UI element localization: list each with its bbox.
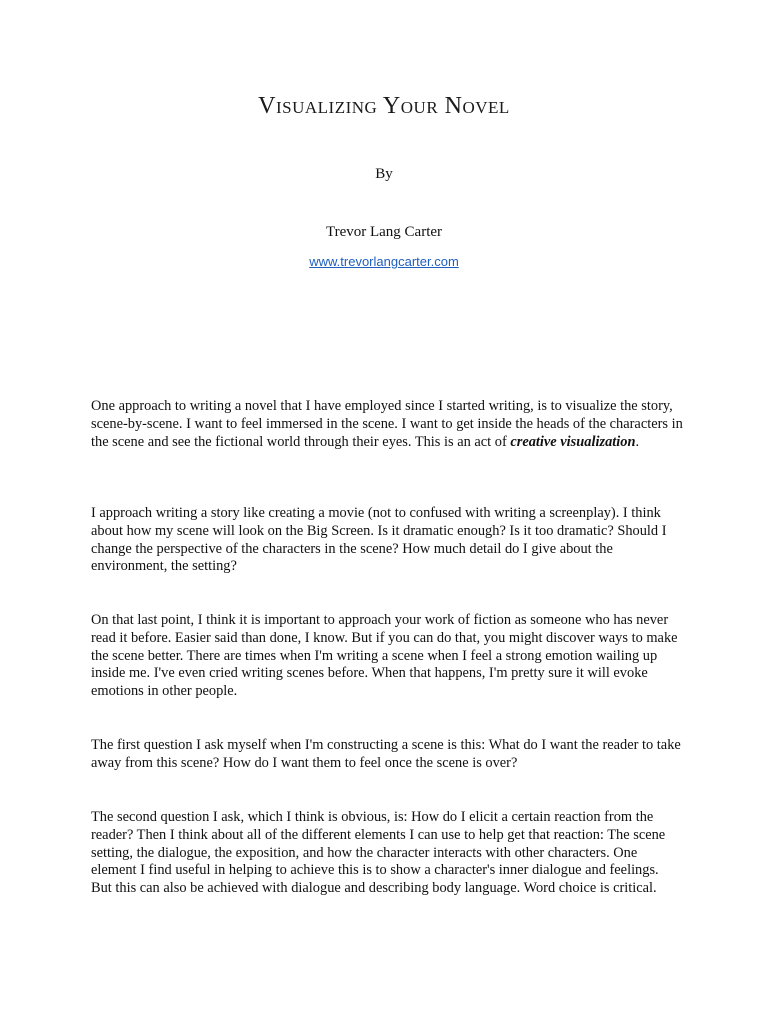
paragraph-4: The first question I ask myself when I'm constructing a scene is this: What do I want the reader to take away from this scene? How do I want them to feel once the scene is over? bbox=[91, 737, 681, 771]
paragraph-1-end: . bbox=[635, 433, 640, 450]
author-name: Trevor Lang Carter bbox=[325, 224, 443, 240]
website-line bbox=[0, 253, 768, 271]
document-title: Visualizing Your Novel bbox=[258, 93, 510, 119]
paragraph-1 bbox=[91, 398, 683, 451]
paragraph-5: The second question I ask, which I think is obvious, is: How do I elicit a certain reaction from the reader? Then I think about all of the different elements I can use to help get that reaction: The scene setting, the dialogue, the exposition, and how the character interacts with other characters. One element I find useful in helping to achieve this is to show a character's inner dialogue and feelings. But this can also be achieved with dialogue and describing body language. Word choice is critical. bbox=[91, 809, 666, 897]
paragraph-2: I approach writing a story like creating a movie (not to confused with writing a screenplay). I think about how my scene will look on the Big Screen. Is it dramatic enough? Is it too dramatic? Should I change the perspective of the characters in the scene? How much detail do I give about the environment, the setting? bbox=[91, 505, 667, 575]
paragraph-1-emphasis: creative visualization bbox=[510, 433, 636, 450]
paragraph-1-text: One approach to writing a novel that I have employed since I started writing, is to visualize the story, scene-by-scene. I want to feel immersed in the scene. I want to get inside the heads of the characters in the scene and see the fictional world through their eyes. This is an act of bbox=[91, 398, 683, 450]
website-link[interactable]: www.trevorlangcarter.com bbox=[309, 254, 459, 269]
paragraph-3: On that last point, I think it is important to approach your work of fiction as someone who has never read it before. Easier said than done, I know. But if you can do that, you might discover ways to make the scene better. There are times when I'm writing a scene when I feel a strong emotion wailing up inside me. I've even cried writing scenes before. When that happens, I'm pretty sure it will evoke emotions in other people. bbox=[91, 612, 678, 700]
byline: By bbox=[375, 166, 393, 182]
